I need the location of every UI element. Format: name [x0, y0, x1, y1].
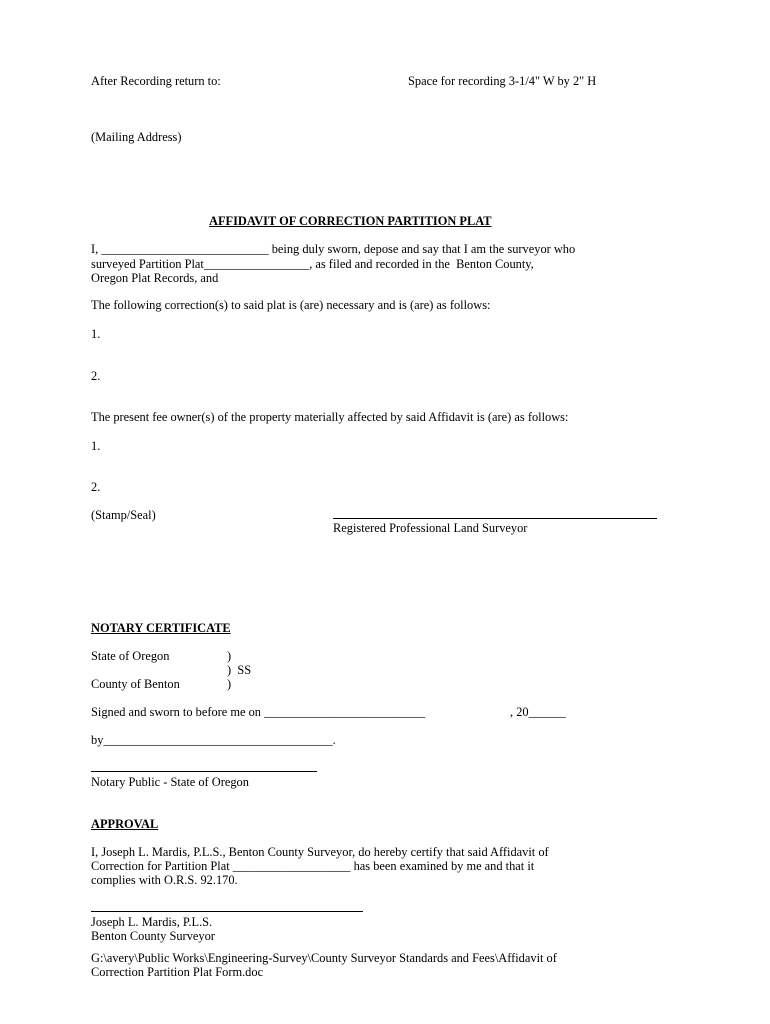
- owners-heading: The present fee owner(s) of the property materially affected by said Affidavit is (are) as follows:: [91, 410, 569, 424]
- document-title: AFFIDAVIT OF CORRECTION PARTITION PLAT: [209, 214, 492, 228]
- file-path-line-1: G:\avery\Public Works\Engineering-Survey\County Surveyor Standards and Fees\Affidavit of: [91, 951, 557, 965]
- correction-item-2: 2.: [91, 369, 101, 383]
- owner-item-1: 1.: [91, 439, 101, 453]
- notary-by-line: by_____________________________________.: [91, 733, 336, 747]
- notary-year-line: , 20______: [510, 705, 566, 719]
- intro-line-2: surveyed Partition Plat_________________, as filed and recorded in the Benton County,: [91, 257, 534, 271]
- approval-signer-title: Benton County Surveyor: [91, 929, 215, 943]
- file-path-line-2: Correction Partition Plat Form.doc: [91, 965, 264, 979]
- approval-line-2: Correction for Partition Plat ___________________ has been examined by me and that it: [91, 859, 535, 873]
- approval-heading: APPROVAL: [91, 817, 159, 831]
- notary-heading: NOTARY CERTIFICATE: [91, 621, 231, 635]
- corrections-heading: The following correction(s) to said plat is (are) necessary and is (are) as follows:: [91, 298, 491, 312]
- notary-public-label: Notary Public - State of Oregon: [91, 775, 249, 789]
- approval-line-1: I, Joseph L. Mardis, P.L.S., Benton County Surveyor, do hereby certify that said Affidavit of: [91, 845, 549, 859]
- approval-signer-name: Joseph L. Mardis, P.L.S.: [91, 915, 213, 929]
- approval-signature-line: [91, 911, 363, 912]
- mailing-address-label: (Mailing Address): [91, 130, 182, 144]
- approval-line-3: complies with O.R.S. 92.170.: [91, 873, 238, 887]
- notary-state-label: State of Oregon: [91, 649, 170, 663]
- correction-item-1: 1.: [91, 327, 101, 341]
- recording-space-label: Space for recording 3-1/4" W by 2" H: [408, 74, 597, 88]
- notary-county-label: County of Benton: [91, 677, 180, 691]
- notary-ss: ) SS: [227, 663, 252, 677]
- owner-item-2: 2.: [91, 480, 101, 494]
- notary-paren-3: ): [227, 677, 232, 691]
- notary-signature-line: [91, 771, 317, 772]
- intro-line-1: I, ___________________________ being duly sworn, depose and say that I am the surveyor who: [91, 242, 576, 256]
- notary-signed-line: Signed and sworn to before me on __________________________: [91, 705, 426, 719]
- stamp-seal-label: (Stamp/Seal): [91, 508, 156, 522]
- return-to-label: After Recording return to:: [91, 74, 221, 88]
- notary-paren-1: ): [227, 649, 232, 663]
- surveyor-signature-line: [333, 518, 657, 519]
- surveyor-signature-label: Registered Professional Land Surveyor: [333, 521, 528, 535]
- intro-line-3: Oregon Plat Records, and: [91, 271, 219, 285]
